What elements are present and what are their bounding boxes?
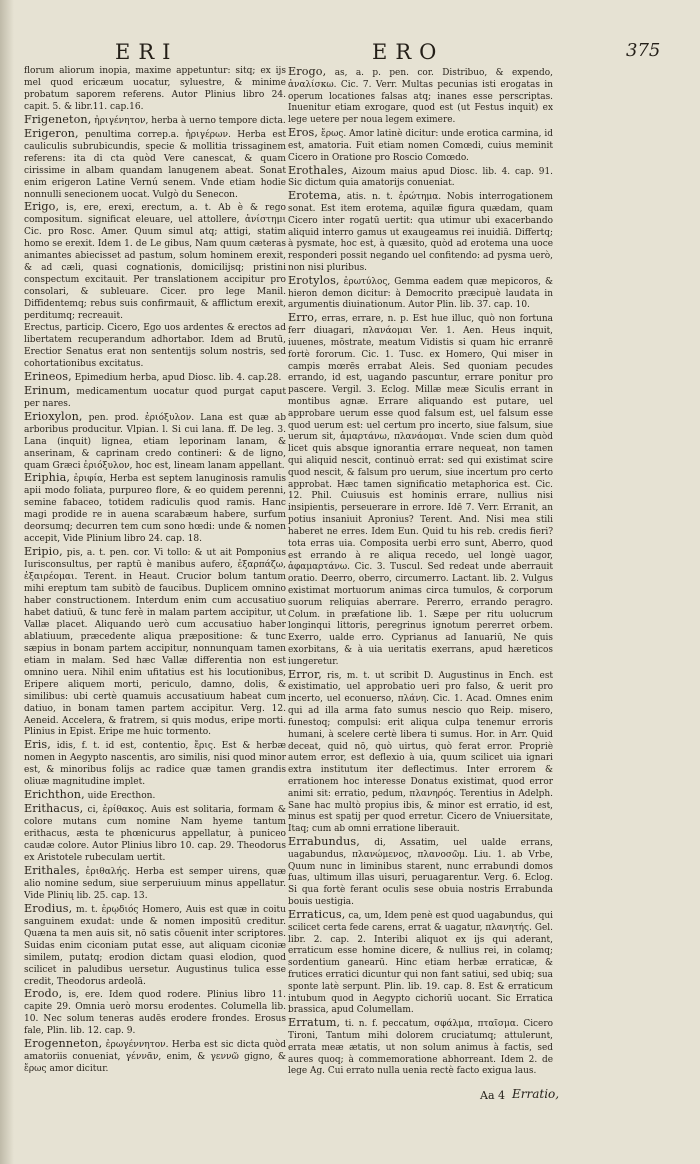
dictionary-entry xyxy=(288,275,553,312)
entry-text: atis. n. t. ἐρώτημα. Nobis interrogationem sonat. Est item erotema, aquilæ figura quædam, quam Cicero inter rogatū uertit: qua utimur ubi exacerbando aliquid interro gamus ut exaugeamus rei inuidiā. Differtq; à pysmate, hoc est, à quæsito, quòd ad erotema una uoce responderi possit negando uel confitendo: ad pysma uerò, non nisi pluribus. xyxy=(288,192,553,273)
entry-headword: Erigo, xyxy=(24,200,60,214)
entry-text: erras, errare, n. p. Est hue illuc, quò non fortuna ferr diuagari, πλανάομαι Ver. 1. Aen. Heus inquit, iuuenes, mōstrate, meatum Vidistis si quam hic erranrē fortè fororum. Cic. 1. Tusc. ex Homero, Qui miser in campis mœrēs errabat Aleis. Sed quoniam pecudes errando, id est, uagando pascuntur, errare ponitur pro pascere. Vergil. 3. Eclog. Millæ meæ Siculis errant in montibus agnæ. Errare aliquando est putare, uel approbare uerum esse quod falsum est, uel falsum esse quod uerum est: uel certum pro incerto, siue falsum, siue uerum sit, ἁμαρτάνω, πλανάομαι. Vnde scien dum quòd licet quis absque ignorantia errare nequeat, non tamen qui aliquid nescit, continuò errat: sed qui existimat scire quod nescit, & falsum pro uerum, siue incertum pro certo approbat. Hæc tamen significatio metaphorica est. Cic. 12. Phil. Cuiusuis est hominis errare, nullius nisi insipientis, perseuerare in errore. Idē 7. Verr. Erranit, an potius insaniuit Apronius? Terent. And. Nisi mea stili haberet ne erres. Idem Eun. Quid tu his reb. credis fieri? tota erras uia. Composita uerbi erro sunt, Aberro, quod est errando à re aliqua recedo, uel longè uagor, ἀφαμαρτάνω. Cic. 3. Tuscul. Sed redeat unde aberrauit oratio. Deerro, oberro, circumerro. Lactant. lib. 2. Vulgus existimat mortuorum animas circa tumulos, & corporum suorum reliquias aberrare. Pererro, errando peragro. Colum. in præfatione lib. 1. Sæpe per ritu uolucrum longinqui littoris, peregrinus ignotum pererret orbem. Exerro, ualde erro. Cyprianus ad Ianuariū, Ne quis exorbitans, & à uia ueritatis exerrans, apud hæreticos iungeretur. xyxy=(288,314,553,667)
entry-headword: Eris, xyxy=(24,738,51,752)
dictionary-entry xyxy=(24,385,286,411)
dictionary-entry xyxy=(288,312,553,668)
entry-headword: Error, xyxy=(288,667,322,681)
dictionary-entry xyxy=(24,546,286,739)
entry-headword: Eriphia, xyxy=(24,471,71,485)
dictionary-entry xyxy=(288,165,553,191)
entry-headword: Eros, xyxy=(288,126,319,140)
entry-text: uide Erecthon. xyxy=(87,791,156,802)
entry-text: m. t. ἐρῳδιός Homero, Auis est quæ in coitu sanguinem exudat: unde & nomen impositū creditur. Quæna ta men auis sit, nō satis cõuenit inter scriptores. Suidas enim ciconiam putat esse, aut aliquam ciconiæ similem, putatq; erodion dictam quasi elodion, quod scilicet in paludibus uersetur. Augustinus tulica esse credit, Theodorus ardeolā. xyxy=(24,904,286,987)
entry-text: ἐρωτύλος, Gemma eadem quæ mepicoros, & hieron demon dicitur: à Democrito præcipuè laudata in argumentis diuinationum. Autor Plin. lib. 37. cap. 10. xyxy=(288,276,553,311)
dictionary-entry xyxy=(24,323,286,371)
signature-mark: Aa 4 xyxy=(480,1089,505,1102)
catchword: Erratio, xyxy=(512,1087,560,1101)
entry-text: is, ere, erexi, erectum, a. t. Ab è & rego compositum. significat eleuare, uel attollere, ἀνίστημι Cic. pro Rosc. Amer. Quum simul atq; attigi, statim homo se erexit. Idem 1. de Le gibus, Nam quum cæteras animantes abiecisset ad pastum, solum hominem erexit, & ad cæli, quasi cognationis, domicilijsq; pristini conspectum excitauit. Per translationem accipitur pro consolari, & subleuare. Cicer. pro lege Manil. Diffidentemq; rebus suis confirmauit, & afflictum erexit, perditumq; recreauit. xyxy=(24,203,286,322)
entry-headword: Erro, xyxy=(288,311,318,325)
dictionary-entry xyxy=(24,472,286,546)
gutter-shadow xyxy=(0,0,14,1164)
entry-text: ἐρωγέννητον. Herba est sic dicta quòd amatoriis conueniat, γέννᾶν, enim, & γεννῶ gigno, & ἔρως amor dicitur. xyxy=(24,1040,286,1075)
dictionary-entry xyxy=(288,836,553,909)
dictionary-entry xyxy=(24,114,286,128)
entry-text: pen. prod. ἐριόξυλον. Lana est quæ ab arboribus producitur. Vlpian. l. Si cui lana. ff. De leg. 3. Lana (inquit) lignea, etiam leporinam lanam, & anserinam, & caprinam credo contineri: & de ligno, quam Græci ἐριόξυλον, hoc est, lineam lanam appellant. xyxy=(24,412,286,471)
entry-headword: Erioxylon, xyxy=(24,409,83,423)
entry-headword: Erigeron, xyxy=(24,126,79,140)
entry-text: penultima correp.a. ἠριγέρων. Herba est cauliculis subrubicundis, specie & mollitia trissaginem referens: ita di cta quòd Vere canescat, & quam cirissime in albam quandam lanugenem abeat. Sonat enim erigeron Latine Vernú senem. Vnde etiam hodie nonnulli senecionem uocat. Vulgò du Senecon. xyxy=(24,129,286,200)
entry-headword: Erodo, xyxy=(24,987,63,1001)
entry-text: idis, f. t. id est, contentio, ἔρις. Est & herbæ nomen in Aegypto nascentis, aro similis, nisi quod minor est, & minoribus folijs ac radice quæ tamen grandis oliuæ magnitudine implet. xyxy=(24,741,286,788)
entry-headword: Erineos, xyxy=(24,369,72,383)
entry-headword: Eripio, xyxy=(24,545,63,559)
entry-text: Aizoum maius apud Diosc. lib. 4. cap. 91. Sic dictum quia amatorijs conueniat. xyxy=(288,166,553,189)
entry-text: Epimedium herba, apud Diosc. lib. 4. cap.28. xyxy=(74,372,282,383)
right-column xyxy=(288,66,553,1078)
dictionary-entry xyxy=(24,371,286,385)
entry-text: florum aliorum inopia, maxime appetuntur: sitq; ex ijs mel quod ericæum uocatur, syluestre, & minime probatum saporem referens. Autor Plinius libro 24. capit. 5. & libr.11. cap.16. xyxy=(24,66,286,112)
dictionary-entry xyxy=(288,1017,553,1078)
entry-text: ἔρως. Amor latinè dicitur: unde erotica carmina, id est, amatoria. Fuit etiam nomen Comœdi, cuius meminit Cicero in Oratione pro Roscio Comœdo. xyxy=(288,129,553,163)
entry-headword: Errabundus, xyxy=(288,835,360,848)
dictionary-entry xyxy=(24,739,286,789)
dictionary-entry xyxy=(288,66,553,127)
entry-headword: Erichthon, xyxy=(24,788,85,802)
page-number: 375 xyxy=(626,40,661,61)
dictionary-entry xyxy=(24,988,286,1038)
entry-text: ἠριγένητον, herba à uerno tempore dicta. xyxy=(94,115,286,126)
entry-headword: Erithacus, xyxy=(24,802,84,816)
entry-text: ca, um, Idem penè est quod uagabundus, qui scilicet certa fede carens, errat & uagatur, πλανητής. Gel. libr. 2. cap. 2. Interibi aliquot ex ijs qui aderant, erraticum esse homine dicere, & nullius rei, in colamq; sordentium ganearū. Hinc etiam herbæ erraticæ, & frutices erratici dicuntur qui non fant satiui, sed ubiq; sua sponte latè serpunt. Plin. lib. 19. cap. 8. Est & erraticum intubum quod in Aegypto cichoriū uocant. Sic Erratica brassica, apud Columellam. xyxy=(288,910,553,1016)
dictionary-entry xyxy=(24,411,286,473)
entry-text: ci, ἐρίθακος. Auis est solitaria, formam & colore mutans cum nomine Nam hyeme tantum erithacus, æsta te phœnicurus appellatur, à puniceo caudæ colore. Autor Plinius libro 10. cap. 29. Theodorus ex Aristotele rubeculam uertit. xyxy=(24,805,286,863)
running-head-left: ERI xyxy=(115,40,179,64)
dictionary-entry xyxy=(288,909,553,1017)
entry-headword: Erithales, xyxy=(24,863,80,877)
entry-headword: Erinum, xyxy=(24,383,71,397)
entry-headword: Erotema, xyxy=(288,189,342,203)
entry-text: ἐριθαλής. Herba est semper uirens, quæ alio nomine sedum, siue serperuiuum minus appellatur. Vide Plinių lib. 25. cap. 13. xyxy=(24,866,286,901)
dictionary-entry xyxy=(24,1038,286,1076)
entry-headword: Erraticus, xyxy=(288,907,346,921)
entry-text: medicamentum uocatur quod purgat caput per nares. xyxy=(24,386,286,409)
dictionary-entry xyxy=(24,66,286,114)
entry-headword: Erogo, xyxy=(288,65,327,78)
dictionary-entry xyxy=(24,128,286,202)
dictionary-entry xyxy=(288,669,553,836)
running-head-right: ERO xyxy=(372,40,445,64)
entry-text: ris, m. t. ut scribit D. Augustinus in Ench. est existimatio, uel approbatio ueri pro falso, & uerit pro incerto, uel econuerso, πλάνη. Cic. 1. Acad. Omnes enim qui ad illa arma fato sumus nescio quo Reip. misero, funestoq; compulsi: erit aliqua culpa tenemur erroris humani, à scelere certè libera ti sumus. Hor. in Arr. Quid deceat, quid nō, quò uirtus, quò ferat error. Propriè autem error, est deflexio à uia, quum scilicet uia ignari extra institutum iter deflectimus. Inter errorem & errationem hoc interesse Donatus existimat, quod error animi sit: erratio, pedum, πλανηρός. Terentius in Adelph. Sane hac multò propius ibis, & minor est erratio, id est, minus est spatij per quod erretur. Cicero de Vniuersitate, Itaq; cum ab omni erratione liberauit. xyxy=(288,670,554,835)
dictionary-entry xyxy=(24,865,286,903)
dictionary-entry xyxy=(288,190,553,275)
entry-headword: Frigeneton, xyxy=(24,112,92,126)
dictionary-entry xyxy=(24,803,286,865)
entry-text: is, ere. Idem quod rodere. Plinius libro 11. capite 29. Omnia uerò morsu erodentes. Columella lib. 10. Nec solum teneras audēs erodere frondes. Erosus fale, Plin. lib. 12. cap. 9. xyxy=(24,990,286,1037)
entry-text: as, a. p. pen. cor. Distribuo, & expendo, ἀναλίσκω. Cic. 7. Verr. Multas pecunias isti erogatas in operum locationes falsas atq; inanes esse perscriptas. Inuenitur etiam exrogare, quod est (ut Festus inquit) ex lege uetere per noua legem eximere. xyxy=(288,68,554,126)
dictionary-entry xyxy=(24,201,286,323)
entry-headword: Erotylos, xyxy=(288,273,340,287)
dictionary-entry xyxy=(288,127,553,164)
entry-text: ti. n. f. peccatum, σφάλμα, πταῖσμα. Cicero Tironi, Tantum mihi dolorem cruciatumq; attulerunt, errata meæ ætatis, ut non solum animus à factis, sed aures quoq; à commemoratione abhorreant. Idem 2. de lege Ag. Cui errato nulla uenia rectè facto exigua laus. xyxy=(288,1019,554,1077)
dictionary-entry xyxy=(24,789,286,803)
entry-headword: Erothales, xyxy=(288,163,348,177)
left-column xyxy=(24,66,286,1076)
entry-text: di, Assatim, uel ualde errans, uagabundus, πλανώμενος, πλανοσῶμ. Liu. 1. ab Vrbe, Quum nunc in liminibus starent, nunc errabundi domos fuas, ultimum illas uisuri, peruagarentur. Verg. 6. Eclog. Si qua fortè ferant oculis sese obuia nostris Errabunda bouis uestigia. xyxy=(288,838,553,908)
entry-headword: Erratum, xyxy=(288,1016,341,1030)
entry-headword: Erodius, xyxy=(24,901,73,915)
entry-text: pis, a. t. pen. cor. Vi tollo: & ut ait Pomponius Iurisconsultus, per raptū è manibus aufero, ἐξαρπάζω, ἐξαιρέομαι. Terent. in Heaut. Crucior bolum tantum mihi ereptum tam subitò de faucibus. Duplicem omnino haber constructionem. Interdum enim cum accusatiuo habet datiuū, & tunc ferè in malam partem accipitur, ut Vallæ placet. Aliquando uerò cum accusatiuo haber ablatiuum, præcedente aliqua præpositione: & tunc sæpius in bonam partem accipitur, nonnunquam tamen etiam in malam. Sed hæc Vallæ differentia non est omnino uera. Nihil enim ufitatius est his locutionibus, Eripere aliquem morti, periculo, damno, dolis, & similibus: ubi certè quamuis accusatiuum habeat cum datiuo, in bonam tamen partem accipitur. Verg. 12. Aeneid. Accelera, & fratrem, si quis modus, eripe morti. Plinius in Epist. Eripe me huic tormento. xyxy=(24,548,286,738)
entry-text: ἐριφία, Herba est septem lanuginosis ramulis apii modo foliata, purpureo flore, & eo quidem perenni, semine fabaceo, totidem radiculis quod ramis. Hanc magi prodide re in auena scarabæum habere, surfum deorsumq; decurren tem cum sono hœdi: unde & nomen accepit, Vide Plinium libro 24. cap. 18. xyxy=(24,474,286,545)
entry-headword: Erogenneton, xyxy=(24,1037,103,1051)
entry-text: Erectus, particip. Cicero, Ego uos ardentes & erectos ad libertatem recuperandum adhortabor. Idem ad Brutū, Erectior Senatus erat non sententijs solum nostris, sed cohortationibus excitatus. xyxy=(24,323,286,369)
dictionary-entry xyxy=(24,903,286,989)
